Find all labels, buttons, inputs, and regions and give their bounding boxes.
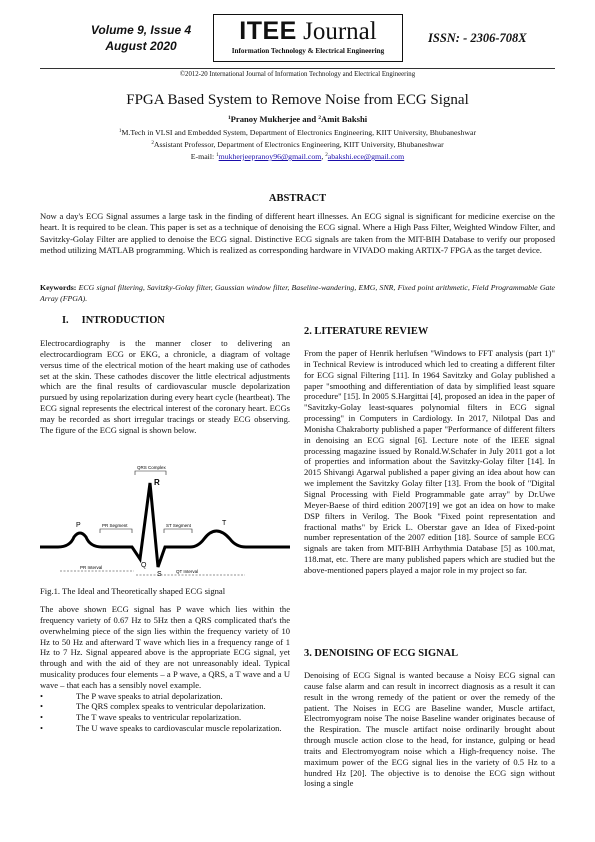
keywords xyxy=(40,283,555,304)
journal-issue-info xyxy=(76,22,206,54)
abstract-heading: ABSTRACT xyxy=(268,193,327,204)
section-heading-literature-review: 2. LITERATURE REVIEW xyxy=(304,326,429,337)
label-st-segment: ST Segment xyxy=(166,523,191,528)
logo-acronym: ITEE xyxy=(239,17,297,45)
issue-date: August 2020 xyxy=(105,39,177,53)
literature-review-paragraph: From the paper of Henrik herlufsen "Windows to FFT analysis (part 1)" in Technical Review is introduced which led to creating a different filter for ECG signal Filtering [11]. In 1964 Savitzky and Golay published a paper "smoothing and differentiation of data by simplified least square procedure" [15]. In 2005 S.Hargittai [4], proposed an idea in the paper of "Savitzky-Golay least-squares polynomial filters in ECG signal processing" in Computers in Cardiology. In 2017, Nilotpal Das and Monisha Chakraborty published a paper "Performance of different filters in denoising an ECG signal [6]. Lecture note of the IEEE signal processing magazine issued by Ronald.W.Schafer in July 2011 got a lot of properties and information about the Savitzky-Golay filter [14]. In 2015 Shivangi Agarwal published a paper giving an idea about how can we implement the Savitzky Golay filter [13]. From the book of "Digital Signal Processing with Field Programmable gate array" by Dr.Uwe Meyer-Baese of third edition 2007[19] we got an idea on how to make DSP filters in Verilog. The Book "Fixed point representation and fractional maths" by Erick L. Oberstar gave an Idea of Fixed-point number representation of the 2007 edition [18]. Source of sample ECG signals are taken from MIT-BIH Arrhythmia Database [5] as 100.mat, 118.mat, etc. There are many published papers which are studied but the above-mentioned papers played a major role in my project so far. xyxy=(304,348,555,575)
authors: $^1$Pranoy Mukherjee and $^2$Amit Bakshi xyxy=(227,114,368,124)
list-item: • The P wave speaks to atrial depolarization. xyxy=(40,691,290,702)
abstract-text: Now a day's ECG Signal assumes a large task in the finding of different heart illnesses. An ECG signal is significant for medicine exercise on the heart. It is required to be clean. This paper is set as a technique of denoising the ECG signal. Where a High Pass Filter, Weighted Window Filter, and Savitzky-Golay Filter are applied to denoise the ECG signal. Distinctive ECG signals are taken from the MIT-BIH Database to verify our proposed method utilizing MATLAB programming. Which is realized as corresponding hardware in VIVADO making ARTIX-7 FPGA as the target device. xyxy=(40,211,555,255)
st-segment-bracket xyxy=(164,529,192,533)
copyright-line: ©2012-20 International Journal of Information Technology and Electrical Engineering xyxy=(179,71,416,78)
issn: ISSN: - 2306-708X xyxy=(428,31,527,45)
section-heading-introduction: I. INTRODUCTION xyxy=(62,315,165,326)
email-link-2[interactable]: abakshi.ece@gmail.com xyxy=(327,152,405,161)
email-line: E-mail: $^1$mukherjeepranoy96@gmail.com, $^2$abakshi.ece@gmail.com xyxy=(190,152,405,161)
label-qrs-complex: QRS Complex xyxy=(137,465,166,470)
keywords-label: Keywords: xyxy=(40,283,77,292)
logo-word: Journal xyxy=(303,18,377,45)
header-divider xyxy=(40,68,555,69)
label-qt-interval: QT Interval xyxy=(176,569,199,574)
list-item: • The QRS complex speaks to ventricular depolarization. xyxy=(40,701,290,712)
paper-title: FPGA Based System to Remove Noise from ECG Signal xyxy=(126,92,469,108)
section-heading-denoising: 3. DENOISING OF ECG SIGNAL xyxy=(304,648,459,659)
denoising-paragraph: Denoising of ECG Signal is wanted because a Noisy ECG signal can cause false alarm and can result in incorrect diagnosis as a result it can result in the wrong remedy of the patient or over the remedy of the patient. The Noises in ECG are Baseline wander, Muscle artifact, Electromyogram noise The noise Baseline wander originates because of the Respiration. The muscle artifact noise ordinarily brought about through muscle action close to the head, for instance, gulping or head traits and Electromyogram noise which a High-frequency noise. The maximum power of the ECG signal lies in the variety of 0.5 Hz to a hundred Hz [20]. The objective is to denoise the ECG sign without losing a single xyxy=(304,670,555,789)
qrs-complex-bracket xyxy=(135,471,166,475)
label-t: T xyxy=(222,520,227,527)
pr-segment-bracket xyxy=(100,529,132,533)
keywords-text: ECG signal filtering, Savitzky-Golay filter, Gaussian window filter, Baseline-wandering, EMG, SNR, Fixed point arithmetic, Field Programmable Gate Array (FPGA). xyxy=(40,283,556,303)
intro-paragraph-2: The above shown ECG signal has P wave which lies within the frequency variety of 0.67 Hz to 5Hz then a QRS complicated that's the overwhelming piece of the sign lies within the frequency variety of 10 Hz to 50 Hz and afterward T wave which lies in a frequency range of 1 Hz to 7 Hz. Signal appeared above is the appropriate ECG signal, yet through and with the aid of they are not unreasonably ideal. Typical musicality produces four elements – a P wave, a QRS, a T wave and a U wave – that each has a sensibly novel example. • The P wave speaks to atrial depolarization. • The QRS complex speaks to ventricular depolarization. • The T wave speaks to ventricular repolarization. • The U wave speaks to cardiovascular muscle repolarization. xyxy=(40,604,290,733)
ecg-wave-list xyxy=(40,691,290,733)
label-s: S xyxy=(157,571,162,578)
volume-issue: Volume 9, Issue 4 xyxy=(90,23,192,37)
email-link-1[interactable]: mukherjeepranoy96@gmail.com xyxy=(218,152,322,161)
label-p: P xyxy=(76,522,81,529)
list-item: • The U wave speaks to cardiovascular muscle repolarization. xyxy=(40,723,290,734)
journal-logo xyxy=(213,14,403,62)
affiliation-2: $^2$Assistant Professor, Department of Electronics Engineering, KIIT University, Bhubaneshwar xyxy=(151,140,444,149)
label-r: R xyxy=(154,478,160,487)
label-pr-segment: PR Segment xyxy=(102,523,128,528)
affiliation-1: $^1$M.Tech in VLSI and Embedded System, Department of Electronics Engineering, KIIT University, Bhubaneshwar xyxy=(118,128,477,137)
ecg-figure xyxy=(40,463,290,581)
author-1: Pranoy Mukherjee xyxy=(230,114,301,124)
intro-paragraph-1: Electrocardiography is the manner closer to delivering an electrocardiogram ECG or EKG, a chronicle, a diagram of voltage versus time of the electrical motion of the heart making use of cathodes set at the skin. These cathodes discover the little electrical adjustments which are the final results of cardiovascular muscle depolarization pursued by using repolarization during every heart cycle (heartbeat). The ECG signal represents the electrical interest of the coronary heart. ECGs may be recorded as short irregular tracings or steady ECG observing. The figure of the ECG signal is shown below. xyxy=(40,338,290,435)
author-2: Amit Bakshi xyxy=(321,114,368,124)
list-item: • The T wave speaks to ventricular repolarization. xyxy=(40,712,290,723)
logo-subtitle: Information Technology & Electrical Engineering xyxy=(231,47,385,55)
label-q: Q xyxy=(141,562,147,569)
label-pr-interval: PR Interval xyxy=(80,565,103,570)
figure-caption: Fig.1. The Ideal and Theoretically shaped ECG signal xyxy=(40,586,226,596)
